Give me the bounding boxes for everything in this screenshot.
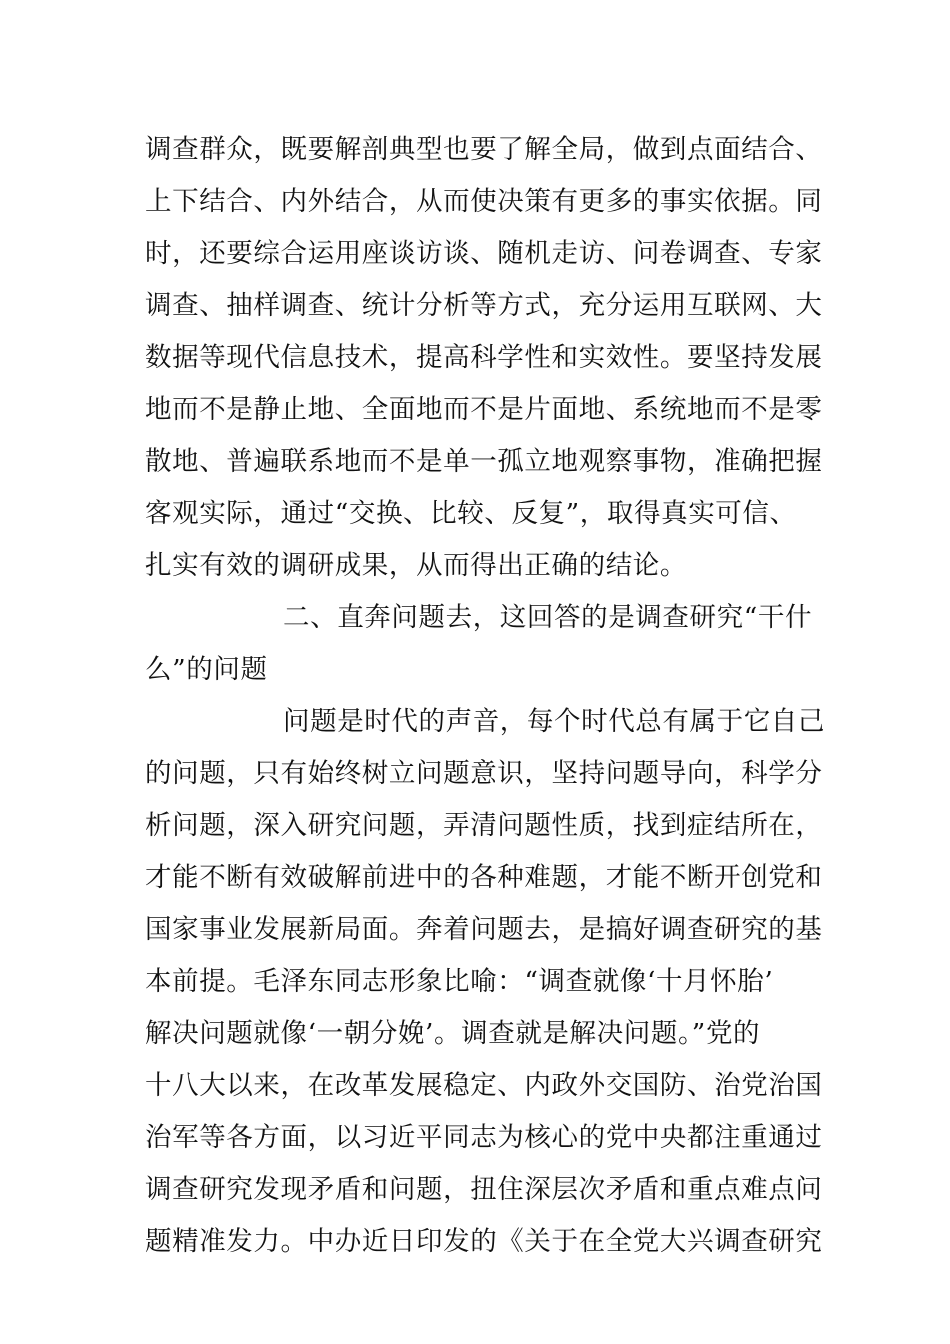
paragraph-1-line-3: 时，还要综合运用座谈访谈、随机走访、问卷调查、专家 <box>145 238 823 269</box>
paragraph-1-line-4: 调查、抽样调查、统计分析等方式，充分运用互联网、大 <box>145 290 823 321</box>
paragraph-1-line-9: 扎实有效的调研成果，从而得出正确的结论。 <box>145 550 687 581</box>
paragraph-1-line-1: 调查群众，既要解剖典型也要了解全局，做到点面结合、 <box>145 134 823 165</box>
paragraph-2-line-4: 才能不断有效破解前进中的各种难题，才能不断开创党和 <box>145 862 823 893</box>
paragraph-1-line-7: 散地、普遍联系地而不是单一孤立地观察事物，准确把握 <box>145 446 823 477</box>
section-heading-line-2: 么”的问题 <box>145 654 268 685</box>
paragraph-2-line-6: 本前提。毛泽东同志形象比喻：“调查就像‘十月怀胎’ <box>145 966 774 997</box>
paragraph-2-line-5: 国家事业发展新局面。奔着问题去，是搞好调查研究的基 <box>145 914 823 945</box>
paragraph-1-line-5: 数据等现代信息技术，提高科学性和实效性。要坚持发展 <box>145 342 823 373</box>
paragraph-2-line-9: 治军等各方面，以习近平同志为核心的党中央都注重通过 <box>145 1122 823 1153</box>
paragraph-2-line-3: 析问题，深入研究问题，弄清问题性质，找到症结所在， <box>145 810 823 841</box>
paragraph-2-line-11: 题精准发力。中办近日印发的《关于在全党大兴调查研究 <box>145 1226 823 1257</box>
paragraph-1-line-2: 上下结合、内外结合，从而使决策有更多的事实依据。同 <box>145 186 823 217</box>
paragraph-2-line-7: 解决问题就像‘一朝分娩’。调查就是解决问题。”党的 <box>145 1018 761 1049</box>
section-heading-line-1: 二、直奔问题去，这回答的是调查研究“干什 <box>283 602 813 633</box>
paragraph-1-line-6: 地而不是静止地、全面地而不是片面地、系统地而不是零 <box>145 394 823 425</box>
paragraph-2-line-10: 调查研究发现矛盾和问题，扭住深层次矛盾和重点难点问 <box>145 1174 823 1205</box>
paragraph-2-line-8: 十八大以来，在改革发展稳定、内政外交国防、治党治国 <box>145 1070 823 1101</box>
paragraph-1-line-8: 客观实际，通过“交换、比较、反复”，取得真实可信、 <box>145 498 797 529</box>
paragraph-2-line-1: 问题是时代的声音，每个时代总有属于它自己 <box>283 706 825 737</box>
paragraph-2-line-2: 的问题，只有始终树立问题意识，坚持问题导向，科学分 <box>145 758 823 789</box>
